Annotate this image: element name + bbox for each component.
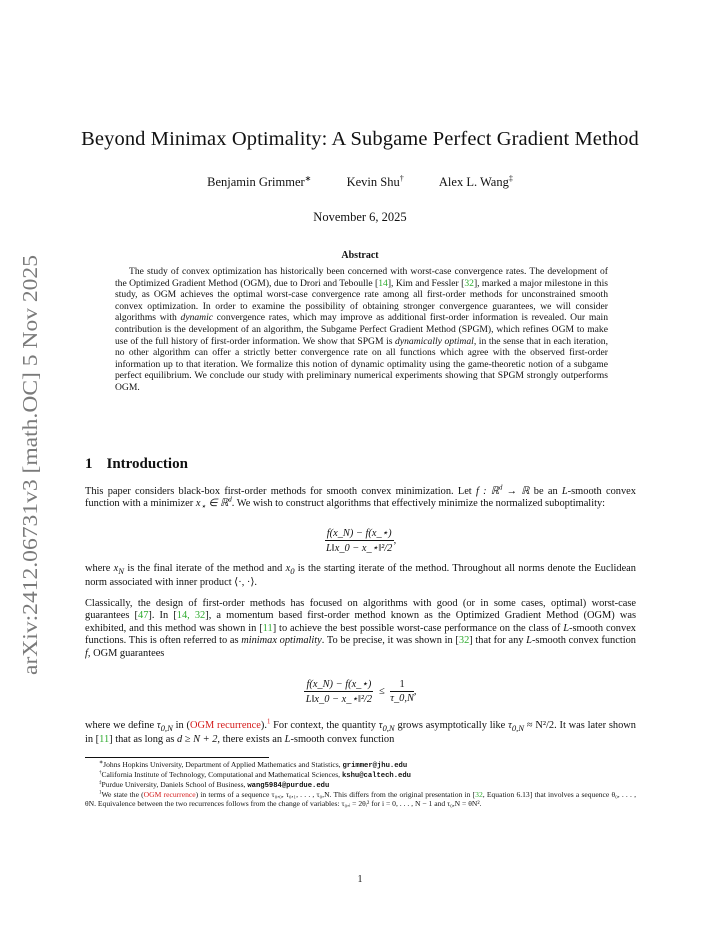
- footnote-text: ) in terms of a sequence τ₀,₀, τ₀,₁, . . . , τ₀,N. This differs from the original presentation in [: [195, 790, 476, 799]
- denominator: L‖x_0 − x_⋆‖²/2: [326, 543, 393, 554]
- text: ]. In [: [148, 610, 177, 622]
- math: τ: [508, 720, 512, 731]
- math: x: [285, 563, 291, 574]
- abstract-text: , in the sense that in each iteration, no other algorithm can offer a strictly better convergence rate on all functions which agree with the observed first-order information up to that iteration. We formalize this notion of dynamic optimality using the game-theoretic notion of a subgame perfect equilibrium. We conclude our study with preliminary numerical experiments showing that SPGM strongly outperforms OGM.: [115, 335, 608, 393]
- author-mark: ‡: [508, 173, 513, 183]
- punct: ,: [413, 685, 417, 697]
- arxiv-stamp: [10, 250, 50, 680]
- citation-link[interactable]: 32: [458, 635, 470, 647]
- email-address: grimmer@jhu.edu: [342, 762, 408, 770]
- author: [347, 175, 404, 189]
- fraction: [390, 679, 414, 704]
- arxiv-stamp-svg: [10, 250, 50, 680]
- section-number: 1: [85, 456, 93, 472]
- fraction: [304, 678, 373, 705]
- section-heading: [85, 456, 188, 473]
- text: -smooth convex function with a minimizer: [85, 486, 636, 510]
- text: where we define: [85, 720, 157, 731]
- footnote-text: We state the (: [101, 790, 144, 799]
- intro-paragraph-3: [85, 598, 636, 660]
- citation-link[interactable]: 32: [475, 790, 483, 799]
- citation-link[interactable]: 14: [378, 277, 388, 289]
- text: ], a momentum based first-order method known as the Optimized Gradient Method (OGM) was exhibited, and this method was shown in [: [85, 610, 636, 634]
- equation-normalized-suboptimality: [85, 527, 636, 554]
- text: This paper considers black-box first-order methods for smooth convex minimization. Let: [85, 486, 476, 497]
- relation: ≤: [378, 685, 385, 697]
- footnote-text: , Equation 6.13] that involves a sequence θ₀, . . . , θN. Equivalence between the two recurrences follows from the change of variables: τ₀,ᵢ = 2θᵢ² for i = 0, . . . , N − 1 and τ₀,N = θN².: [85, 790, 636, 809]
- footnote-mark: †: [99, 770, 102, 776]
- math: 0,N: [382, 723, 395, 734]
- math: τ: [156, 720, 161, 731]
- text: ] that for any: [469, 635, 527, 647]
- author-mark: ∗: [304, 173, 312, 183]
- math: d: [499, 484, 503, 492]
- abstract-text: The study of convex optimization has historically been concerned with worst-case convergence rates. The development of the Optimized Gradient Method (OGM), due to Drori and Teboulle [: [115, 266, 608, 289]
- footnote-marker[interactable]: 1: [266, 718, 271, 726]
- intro-paragraph-2: [85, 563, 636, 590]
- text: ] to achieve the best possible worst-case performance on the class of: [272, 622, 564, 634]
- emphasis: dynamically optimal: [395, 335, 474, 347]
- equation-ogm-guarantee: [85, 678, 636, 705]
- math: L: [284, 734, 291, 746]
- footnote-mark: ∗: [99, 760, 104, 766]
- math: L: [563, 622, 570, 634]
- math: L: [561, 486, 568, 497]
- paper-date: November 6, 2025: [313, 210, 407, 224]
- section-title: Introduction: [106, 456, 188, 472]
- email-address: wang5984@purdue.edu: [247, 782, 330, 790]
- abstract-heading: Abstract: [341, 250, 379, 261]
- author-name: Kevin Shu: [346, 175, 400, 189]
- text: -smooth convex function: [290, 734, 395, 746]
- text: -smooth convex functions. This is often referred to as: [85, 622, 637, 647]
- math: f: [85, 647, 88, 659]
- text: . We wish to construct algorithms that effectively minimize the normalized suboptimality:: [231, 498, 606, 510]
- fraction: [325, 527, 394, 554]
- math: ⋆: [200, 501, 206, 512]
- text: is the starting iterate of the method. Throughout all norms denote the Euclidean norm associated with inner product ⟨·, ·⟩.: [85, 563, 636, 589]
- abstract-text: convergence rates, which may improve as additional first-order information is revealed. Our main contribution is the development of an algorithm, the Subgame Perfect Gradient Method (SPGM), which refines OGM to make use of the full history of first-order information. We show that SPGM is: [115, 312, 608, 347]
- math: x: [113, 563, 119, 574]
- citation-link[interactable]: 32: [464, 277, 474, 289]
- citation-link[interactable]: 11: [99, 734, 110, 746]
- paper-title: Beyond Minimax Optimality: A Subgame Perfect Gradient Method: [81, 128, 639, 150]
- text: be an: [529, 486, 562, 497]
- math: → ℝ: [502, 486, 530, 497]
- footnote-mark: ‡: [99, 780, 102, 786]
- math: 0: [290, 566, 295, 577]
- numerator: f(x_N) − f(x_⋆): [326, 528, 392, 539]
- intro-paragraph-4: [85, 720, 636, 747]
- equation-link[interactable]: OGM recurrence: [143, 790, 196, 799]
- denominator: τ_0,N: [390, 693, 414, 704]
- page-number: 1: [357, 874, 363, 885]
- emphasis: dynamic: [180, 312, 214, 324]
- text: ≈ N²/2. It was later shown in [: [85, 720, 636, 746]
- equation-link[interactable]: OGM recurrence: [190, 720, 261, 731]
- math: 0,N: [160, 723, 173, 734]
- footnote-text: Johns Hopkins University, Department of Applied Mathematics and Statistics,: [103, 760, 343, 769]
- text: ).: [260, 720, 267, 731]
- footnote-rule: [85, 757, 269, 758]
- math: L: [526, 635, 532, 647]
- math: τ: [378, 720, 383, 731]
- citation-link[interactable]: 47: [138, 610, 149, 622]
- math: x: [195, 498, 201, 510]
- text: For context, the quantity: [270, 720, 379, 731]
- emphasis: minimax optimality: [241, 635, 322, 647]
- math: N: [118, 566, 125, 577]
- math: f : ℝ: [475, 486, 500, 497]
- text: -smooth convex function: [531, 635, 636, 647]
- math: d ≥ N + 2: [176, 734, 218, 746]
- text: ] that as long as: [109, 734, 177, 746]
- intro-paragraph-1: [85, 486, 636, 513]
- footnote-text: California Institute of Technology, Computational and Mathematical Sciences,: [101, 770, 342, 779]
- text: . To be precise, it was shown in [: [321, 635, 459, 647]
- author: [439, 175, 513, 189]
- abstract-body: [115, 266, 608, 394]
- email-address: kshu@caltech.edu: [341, 772, 411, 780]
- numerator: 1: [390, 679, 414, 692]
- math: d: [228, 496, 232, 504]
- numerator: f(x_N) − f(x_⋆): [306, 679, 372, 690]
- text: , OGM guarantees: [87, 647, 165, 659]
- text: Classically, the design of first-order methods has focused on algorithms with good (or in some cases, optimal) worst-case guarantees [: [85, 598, 636, 622]
- arxiv-stamp-text: arXiv:2412.06731v3 [math.OC] 5 Nov 2025: [18, 291, 42, 675]
- citation-link[interactable]: 11: [262, 622, 273, 634]
- citation-link[interactable]: 14, 32: [176, 610, 206, 622]
- text: is the final iterate of the method and: [124, 563, 286, 574]
- footnote-mark: 1: [99, 790, 102, 796]
- abstract-text: ], marked a major milestone in this study, as OGM achieves the optimal worst-case convergence rate among all first-order methods for unconstrained smooth convex optimization. In order to examine the possibility of obtaining stronger convergence guarantees, we will consider algorithms with: [115, 277, 608, 324]
- punct: ,: [393, 534, 397, 546]
- footnote-1: [85, 790, 636, 809]
- text: in (: [172, 720, 191, 731]
- author: [207, 175, 311, 189]
- author-name: Benjamin Grimmer: [207, 175, 305, 189]
- text: grows asymptotically like: [394, 720, 509, 731]
- math: ∈ ℝ: [205, 498, 229, 510]
- denominator: L‖x_0 − x_⋆‖²/2: [305, 694, 373, 705]
- text: , there exists an: [217, 734, 285, 746]
- author-name: Alex L. Wang: [438, 175, 509, 189]
- author-list: [0, 175, 720, 190]
- footnote-text: Purdue University, Daniels School of Business,: [101, 780, 248, 789]
- math: 0,N: [511, 723, 525, 734]
- author-mark: †: [399, 173, 404, 183]
- text: where: [85, 563, 114, 574]
- abstract-text: ], Kim and Fessler [: [387, 277, 465, 289]
